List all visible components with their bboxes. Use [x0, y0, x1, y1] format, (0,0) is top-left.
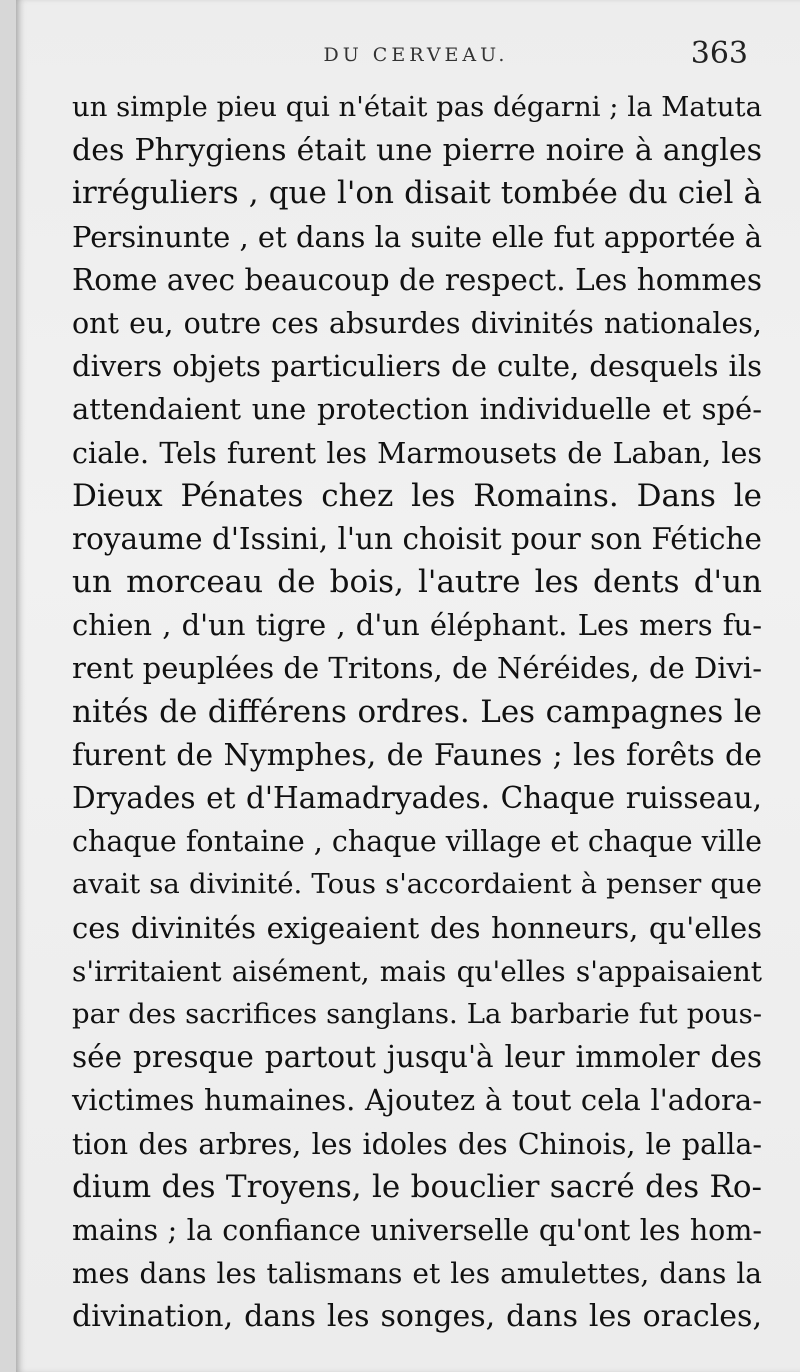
- text-line: chien , d'un tigre , d'un éléphant. Les mers fu-: [72, 608, 762, 643]
- text-line: un simple pieu qui n'était pas dégarni ; la Matuta: [72, 91, 762, 123]
- text-line: victimes humaines. Ajoutez à tout cela l'adora-: [72, 1083, 762, 1118]
- text-line: attendaient une protection individuelle et spé-: [72, 392, 762, 427]
- book-page: [16, 0, 800, 1372]
- body-text: [72, 86, 762, 1338]
- text-line: tion des arbres, les idoles des Chinois, le palla-: [72, 1127, 762, 1161]
- text-line: irréguliers , que l'on disait tombée du ciel à: [72, 175, 762, 212]
- text-line: chaque fontaine , chaque village et chaque ville: [72, 825, 762, 859]
- text-line: furent de Nymphes, de Faunes ; les forêts de: [72, 737, 762, 773]
- text-line: des Phrygiens était une pierre noire à angles: [72, 133, 762, 169]
- text-line: avait sa divinité. Tous s'accordaient à penser que: [72, 868, 762, 901]
- text-line: divination, dans les songes, dans les oracles,: [72, 1299, 762, 1335]
- text-line: Dryades et d'Hamadryades. Chaque ruisseau,: [72, 781, 762, 815]
- text-line: mes dans les talismans et les amulettes, dans la: [72, 1257, 762, 1291]
- running-head: DU CERVEAU.: [323, 44, 509, 66]
- page-number: 363: [690, 36, 748, 71]
- text-line: par des sacrifices sanglans. La barbarie fut pous-: [72, 997, 762, 1030]
- text-line: ces divinités exigeaient des honneurs, qu'elles: [72, 910, 762, 945]
- page-header: [16, 34, 800, 86]
- text-line: rent peuplées de Tritons, de Néréides, de Divi-: [72, 651, 762, 686]
- text-line: royaume d'Issini, l'un choisit pour son Fétiche: [72, 521, 762, 556]
- text-line: divers objets particuliers de culte, desquels ils: [72, 349, 762, 384]
- text-line: Dieux Pénates chez les Romains. Dans le: [72, 477, 762, 514]
- text-line: ont eu, outre ces absurdes divinités nationales,: [72, 306, 762, 340]
- text-line: dium des Troyens, le bouclier sacré des Ro-: [72, 1168, 762, 1205]
- text-line: Rome avec beaucoup de respect. Les hommes: [72, 262, 762, 297]
- text-line: nités de différens ordres. Les campagnes le: [72, 693, 762, 730]
- text-line: Persinunte , et dans la suite elle fut apportée à: [72, 219, 762, 254]
- text-line: sée presque partout jusqu'à leur immoler des: [72, 1040, 762, 1075]
- text-line: mains ; la confiance universelle qu'ont les hom-: [72, 1213, 762, 1247]
- text-line: s'irritaient aisément, mais qu'elles s'appaisaient: [72, 954, 762, 988]
- text-line: ciale. Tels furent les Marmousets de Laban, les: [72, 436, 762, 470]
- text-line: un morceau de bois, l'autre les dents d'un: [72, 564, 762, 601]
